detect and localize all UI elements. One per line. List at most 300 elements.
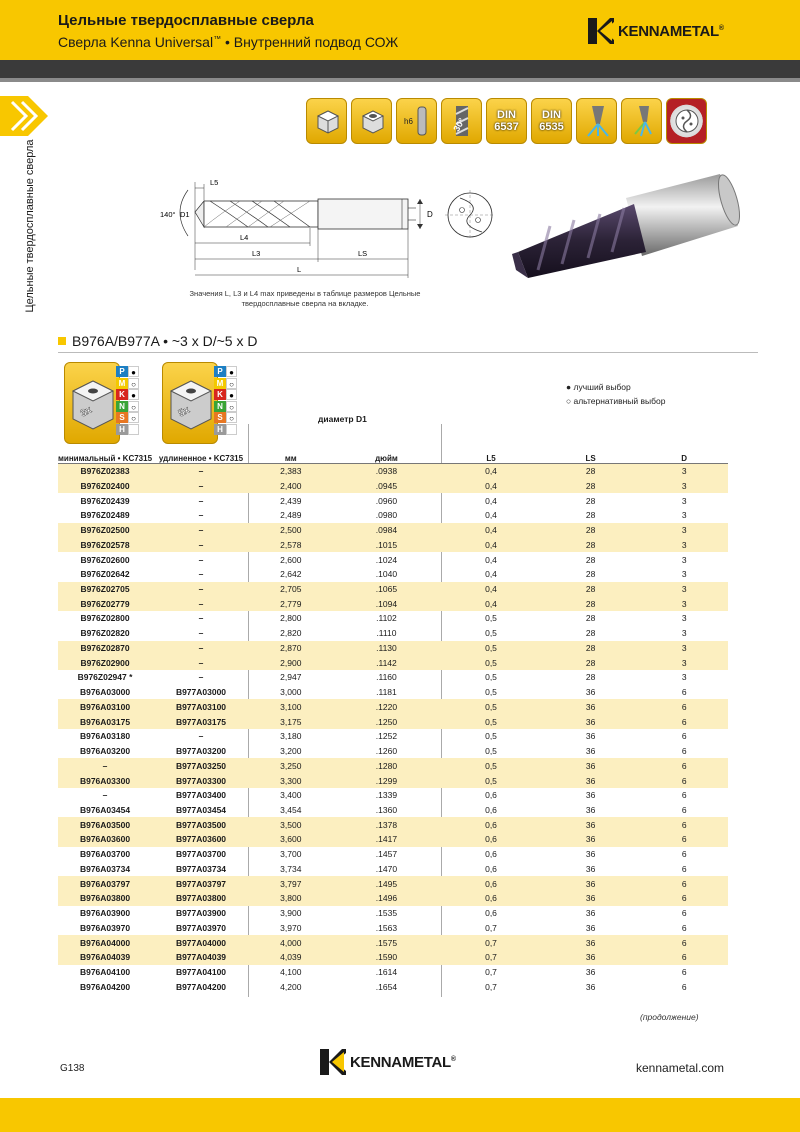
section-divider [58, 352, 758, 353]
cell-mm: 3,500 [250, 817, 332, 832]
cell-ext: B977A03797 [152, 876, 250, 891]
cell-d: 3 [640, 596, 728, 611]
cell-d: 3 [640, 464, 728, 479]
cell-min: B976Z02439 [80, 495, 130, 506]
mat-h-mark [226, 424, 237, 435]
cell-mm: 3,175 [250, 714, 332, 729]
table-row [58, 655, 728, 670]
coolant-through-icon [621, 98, 662, 144]
cell-min: B976Z02500 [58, 523, 152, 538]
dim-ls-label: LS [358, 249, 368, 258]
cube-icon [306, 98, 347, 144]
cell-l5: 0,4 [441, 596, 541, 611]
dim-d1-label: D1 [180, 210, 190, 219]
mat-m-mark: ○ [226, 378, 237, 389]
cell-ls: 28 [541, 523, 641, 538]
cell-l5: 0,4 [485, 495, 497, 506]
cell-ls: 36 [541, 817, 641, 832]
cell-ext: – [152, 464, 250, 479]
cell-ext: B977A03200 [175, 746, 227, 757]
cell-inch: .1040 [375, 569, 398, 580]
table-row [58, 714, 728, 729]
mat-p: P [116, 366, 128, 377]
cell-ls: 28 [541, 655, 641, 670]
table-row [58, 773, 728, 788]
table-row [58, 552, 728, 567]
badge-5x-label: 5x [176, 404, 192, 420]
cell-l5: 0,5 [441, 758, 541, 773]
cell-l5: 0,4 [485, 510, 497, 521]
table-row [58, 685, 728, 700]
cell-inch: .1339 [375, 790, 398, 801]
cell-d: 6 [681, 981, 687, 992]
cell-ls: 28 [585, 613, 596, 624]
cell-l5: 0,6 [485, 804, 497, 815]
table-row [58, 611, 728, 626]
cell-ls: 36 [585, 967, 596, 978]
cell-mm: 2,900 [250, 655, 332, 670]
cell-ls: 28 [585, 510, 596, 521]
cell-d: 6 [681, 804, 687, 815]
cell-ls: 36 [585, 849, 596, 860]
cell-min: B976A03600 [58, 832, 152, 847]
cell-min: B976A03800 [58, 891, 152, 906]
cell-d: 6 [640, 891, 728, 906]
mat-k-mark: ● [226, 389, 237, 400]
cell-mm: 3,100 [250, 699, 332, 714]
brand-name [618, 23, 724, 40]
badge-5x [162, 362, 242, 444]
brand-name [350, 1054, 456, 1071]
cell-inch: .1142 [332, 655, 442, 670]
cell-ls: 36 [541, 758, 641, 773]
cell-ls: 36 [541, 699, 641, 714]
cell-l5: 0,4 [441, 478, 541, 493]
cell-l5: 0,4 [441, 537, 541, 552]
cell-ls: 36 [585, 922, 596, 933]
cell-min: B976A03000 [79, 687, 131, 698]
cell-inch: .1563 [375, 922, 398, 933]
cell-l5: 0,5 [441, 699, 541, 714]
cell-ls: 28 [585, 495, 596, 506]
table-row [58, 596, 728, 611]
cell-inch: .1102 [376, 613, 397, 624]
mat-n: N [214, 401, 226, 412]
cell-min: B976Z02600 [80, 554, 130, 565]
cell-min: B976A03970 [79, 922, 131, 933]
table-row [58, 567, 728, 582]
cell-l5: 0,5 [441, 641, 541, 656]
cell-ext: B977A04100 [175, 967, 227, 978]
cell-ext: B977A03900 [175, 908, 227, 919]
cell-l5: 0,6 [441, 832, 541, 847]
dim-l3-label: L3 [252, 249, 261, 258]
continued-note: (продолжение) [640, 1012, 699, 1022]
website-link[interactable]: kennametal.com [636, 1061, 725, 1075]
mat-p-mark: ● [226, 366, 237, 377]
cell-inch: .1220 [332, 699, 442, 714]
table-row [58, 508, 728, 523]
brand-name-text: KENNAMETAL [618, 22, 719, 40]
cell-ext: B977A03500 [152, 817, 250, 832]
cell-mm: 3,797 [250, 876, 332, 891]
cell-min: B976A04100 [79, 967, 131, 978]
cell-mm: 3,734 [280, 863, 302, 874]
page-title: Цельные твердосплавные сверла [58, 12, 314, 29]
section-title [58, 333, 257, 349]
cell-d: 6 [681, 790, 687, 801]
cell-ls: 28 [541, 641, 641, 656]
brand-name-text: KENNAMETAL [350, 1053, 451, 1071]
page-subtitle [58, 34, 398, 50]
cell-mm: 2,489 [280, 510, 302, 521]
brand-logo-footer[interactable] [320, 1049, 456, 1075]
cell-ls: 36 [541, 832, 641, 847]
cell-ext: B977A03300 [152, 773, 250, 788]
cell-min: B976A03900 [79, 908, 131, 919]
cell-inch: .0945 [332, 478, 442, 493]
cell-mm: 3,250 [250, 758, 332, 773]
footer-band [0, 1098, 800, 1132]
table-row [58, 478, 728, 493]
mat-p: P [214, 366, 226, 377]
cell-inch: .0938 [332, 464, 442, 479]
cell-l5: 0,6 [485, 790, 497, 801]
cell-mm: 3,900 [280, 908, 302, 919]
cell-min: B976Z02705 [58, 582, 152, 597]
cell-mm: 2,947 [280, 672, 302, 683]
cell-min: B976A03100 [58, 699, 152, 714]
cell-l5: 0,4 [441, 464, 541, 479]
din-6535-label: DIN [542, 109, 561, 121]
brand-reg: ® [450, 1055, 456, 1063]
cell-min: B976A04039 [58, 950, 152, 965]
cell-mm: 3,400 [280, 790, 302, 801]
cell-ext: – [152, 582, 250, 597]
table-row [58, 921, 728, 936]
mat-s: S [214, 412, 226, 423]
cell-mm: 3,454 [280, 804, 302, 815]
cell-min: B976Z02800 [80, 613, 130, 624]
cell-l5: 0,6 [485, 908, 497, 919]
cell-l5: 0,5 [485, 613, 497, 624]
col-d: D [640, 449, 728, 464]
cell-min: B976Z02400 [58, 478, 152, 493]
cell-d: 6 [681, 863, 687, 874]
cell-d: 3 [681, 495, 687, 506]
cell-d: 6 [681, 922, 687, 933]
cell-ext: B977A04200 [175, 981, 227, 992]
cell-d: 6 [681, 687, 687, 698]
cell-ls: 36 [585, 804, 596, 815]
table-row [58, 979, 728, 994]
cell-mm: 3,200 [280, 746, 302, 757]
col-ls: LS [541, 449, 641, 464]
cell-min: B976A03175 [58, 714, 152, 729]
cell-min: B976Z02820 [80, 628, 130, 639]
side-label-text: Цельные твердосплавные сверла [24, 139, 36, 313]
cell-ext: B977A04039 [152, 950, 250, 965]
cell-ls: 36 [585, 790, 596, 801]
cell-mm: 2,705 [250, 582, 332, 597]
cell-inch: .1299 [332, 773, 442, 788]
drill-technical-drawing [140, 170, 500, 288]
cell-ext: – [152, 523, 250, 538]
cell-min: B976A03300 [58, 773, 152, 788]
table-row [58, 832, 728, 847]
cell-d: 3 [640, 655, 728, 670]
dim-d-label: D [427, 210, 433, 219]
cell-inch: .1250 [332, 714, 442, 729]
section-marker [58, 337, 66, 345]
mat-m: M [214, 378, 226, 389]
cell-mm: 3,000 [280, 687, 302, 698]
cell-l5: 0,5 [485, 687, 497, 698]
din-6537-icon [486, 98, 527, 144]
cell-ls: 28 [585, 672, 596, 683]
cell-d: 6 [640, 758, 728, 773]
cell-inch: .1252 [375, 731, 398, 742]
cell-inch: .1654 [375, 981, 398, 992]
cell-ls: 36 [585, 863, 596, 874]
cell-ext: – [152, 641, 250, 656]
cell-min: B976A03500 [58, 817, 152, 832]
cell-inch: .1280 [332, 758, 442, 773]
cell-l5: 0,5 [441, 655, 541, 670]
mat-m: M [116, 378, 128, 389]
cell-mm: 2,383 [250, 464, 332, 479]
cell-d: 3 [640, 537, 728, 552]
cross-section-icon [666, 98, 707, 144]
mat-s-mark: ○ [226, 412, 237, 423]
cell-mm: 2,642 [280, 569, 302, 580]
cell-ext: B977A03734 [175, 863, 227, 874]
cell-d: 3 [640, 582, 728, 597]
mat-k: K [214, 389, 226, 400]
cell-min: B976A03797 [58, 876, 152, 891]
table-row [58, 788, 728, 803]
cell-ext: – [198, 569, 204, 580]
cell-ext: – [198, 628, 204, 639]
cell-d: 6 [640, 876, 728, 891]
cell-d: 3 [681, 672, 687, 683]
cell-ls: 28 [585, 569, 596, 580]
table-row [58, 464, 728, 479]
drawing-caption: Значения L, L3 и L4 max приведены в таблице размеров Цельные твердосплавные сверла на вкладке. [189, 289, 421, 308]
cell-mm: 3,970 [280, 922, 302, 933]
mat-n-mark: ○ [226, 401, 237, 412]
cell-l5: 0,6 [441, 891, 541, 906]
dim-l5-label: L5 [210, 178, 219, 187]
table-row [58, 935, 728, 950]
cell-mm: 3,700 [280, 849, 302, 860]
cell-mm: 2,439 [280, 495, 302, 506]
mat-m-mark: ○ [128, 378, 139, 389]
cell-inch: .1417 [332, 832, 442, 847]
cell-min: B976A04200 [79, 981, 131, 992]
h6-label: h6 [403, 117, 413, 126]
cell-inch: .1065 [332, 582, 442, 597]
cell-d: 6 [640, 950, 728, 965]
cell-ext: B977A03000 [175, 687, 227, 698]
din-6537-label: DIN [497, 109, 516, 121]
drill-photo [508, 160, 748, 290]
table-row [58, 641, 728, 656]
table-row [58, 493, 728, 508]
cell-mm: 2,870 [250, 641, 332, 656]
cell-min: B976A04000 [58, 935, 152, 950]
cell-ext: – [198, 613, 204, 624]
table-row [58, 862, 728, 877]
kennametal-k-icon [588, 18, 614, 44]
cell-d: 6 [640, 935, 728, 950]
cell-ext: B977A03250 [152, 758, 250, 773]
cell-mm: 3,800 [250, 891, 332, 906]
brand-logo-header[interactable] [588, 18, 724, 44]
cell-d: 6 [681, 967, 687, 978]
cell-inch: .1015 [332, 537, 442, 552]
cell-d: 3 [681, 554, 687, 565]
col-l5: L5 [441, 449, 541, 464]
cube-hole-icon [351, 98, 392, 144]
mat-k-mark: ● [128, 389, 139, 400]
kennametal-k-icon [320, 1049, 346, 1075]
helix-30-label: 30° [450, 116, 467, 134]
cell-ls: 36 [585, 908, 596, 919]
cell-min: B976A03734 [79, 863, 131, 874]
cell-l5: 0,5 [441, 714, 541, 729]
cell-l5: 0,5 [485, 746, 497, 757]
cell-min: B976A03200 [79, 746, 131, 757]
table-row [58, 965, 728, 980]
subtitle-main: Сверла Kenna Universal [58, 34, 214, 50]
cell-ls: 28 [541, 596, 641, 611]
cell-ls: 36 [541, 935, 641, 950]
cell-inch: .1457 [375, 849, 398, 860]
cell-ext: B977A03175 [152, 714, 250, 729]
cell-inch: .1590 [332, 950, 442, 965]
table-header-row [58, 449, 728, 464]
cell-l5: 0,6 [441, 876, 541, 891]
badge-3x-label: 3x [78, 404, 94, 420]
cell-ext: B977A03100 [152, 699, 250, 714]
diameter-header: диаметр D1 [318, 414, 367, 424]
dim-l4-label: L4 [240, 233, 249, 242]
cell-inch: .1260 [375, 746, 398, 757]
cell-mm: 2,500 [250, 523, 332, 538]
helix-30-icon [441, 98, 482, 144]
subtitle-rest: • Внутренний подвод СОЖ [221, 34, 399, 50]
cell-min: B976Z02779 [58, 596, 152, 611]
subtitle-tm: ™ [213, 34, 222, 44]
cell-d: 6 [640, 773, 728, 788]
cell-l5: 0,4 [441, 582, 541, 597]
cell-inch: .1130 [332, 641, 442, 656]
cell-ext: B977A03700 [175, 849, 227, 860]
legend [566, 380, 665, 408]
cell-d: 6 [681, 908, 687, 919]
cell-l5: 0,5 [441, 773, 541, 788]
cell-mm: 2,400 [250, 478, 332, 493]
mat-s-mark: ○ [128, 412, 139, 423]
cell-ext: – [198, 495, 204, 506]
table-row [58, 744, 728, 759]
cell-min: B976A03454 [79, 804, 131, 815]
cell-ls: 28 [541, 582, 641, 597]
cell-l5: 0,4 [485, 569, 497, 580]
cell-d: 6 [640, 714, 728, 729]
cell-ext: – [152, 537, 250, 552]
col-ext: удлиненное • KC7315 [152, 449, 250, 464]
cell-min: B976Z02489 [80, 510, 130, 521]
cell-ext: – [198, 510, 204, 521]
cell-ext: – [152, 596, 250, 611]
mat-n: N [116, 401, 128, 412]
badge-3x [64, 362, 144, 444]
cell-l5: 0,7 [441, 950, 541, 965]
cell-ext: – [198, 672, 204, 683]
cell-ext: B977A04000 [152, 935, 250, 950]
din-6535-icon [531, 98, 572, 144]
cell-mm: 2,578 [250, 537, 332, 552]
cell-l5: 0,7 [485, 981, 497, 992]
cell-mm: 2,600 [280, 554, 302, 565]
cell-mm: 4,100 [280, 967, 302, 978]
cell-min: B976Z02383 [58, 464, 152, 479]
cell-inch: .1024 [375, 554, 398, 565]
cell-min: B976Z02947 * [77, 672, 133, 683]
cell-d: 6 [681, 746, 687, 757]
cell-l5: 0,5 [485, 628, 497, 639]
section-title-text: B976A/B977A • ~3 x D/~5 x D [72, 333, 258, 349]
header-stripe [0, 78, 800, 82]
cell-ls: 36 [585, 981, 596, 992]
cell-ls: 36 [585, 687, 596, 698]
cell-ls: 36 [585, 731, 596, 742]
shank-h6-icon [396, 98, 437, 144]
cell-l5: 0,7 [485, 967, 497, 978]
cell-ls: 28 [585, 628, 596, 639]
cell-ext: B977A03454 [175, 804, 227, 815]
cell-ext: B977A03800 [152, 891, 250, 906]
cell-min: – [58, 758, 152, 773]
cell-min: – [102, 790, 108, 801]
feature-icons [306, 98, 707, 144]
cell-mm: 4,039 [250, 950, 332, 965]
cell-mm: 4,200 [280, 981, 302, 992]
table-row [58, 803, 728, 818]
side-chevron-icon [0, 96, 50, 136]
cell-mm: 4,000 [250, 935, 332, 950]
cell-d: 3 [640, 523, 728, 538]
cell-d: 3 [681, 510, 687, 521]
cell-ext: – [152, 655, 250, 670]
cell-mm: 2,820 [280, 628, 302, 639]
material-grid-3x [116, 366, 140, 435]
badge-3x-box [64, 362, 120, 444]
cell-inch: .1094 [332, 596, 442, 611]
cell-d: 3 [681, 569, 687, 580]
table-row [58, 670, 728, 685]
table-row [58, 876, 728, 891]
mat-s: S [116, 412, 128, 423]
table-row [58, 906, 728, 921]
cell-ext: B977A03400 [175, 790, 227, 801]
cell-ext: – [152, 478, 250, 493]
cell-inch: .0984 [332, 523, 442, 538]
cell-ls: 36 [541, 950, 641, 965]
cell-l5: 0,7 [441, 935, 541, 950]
